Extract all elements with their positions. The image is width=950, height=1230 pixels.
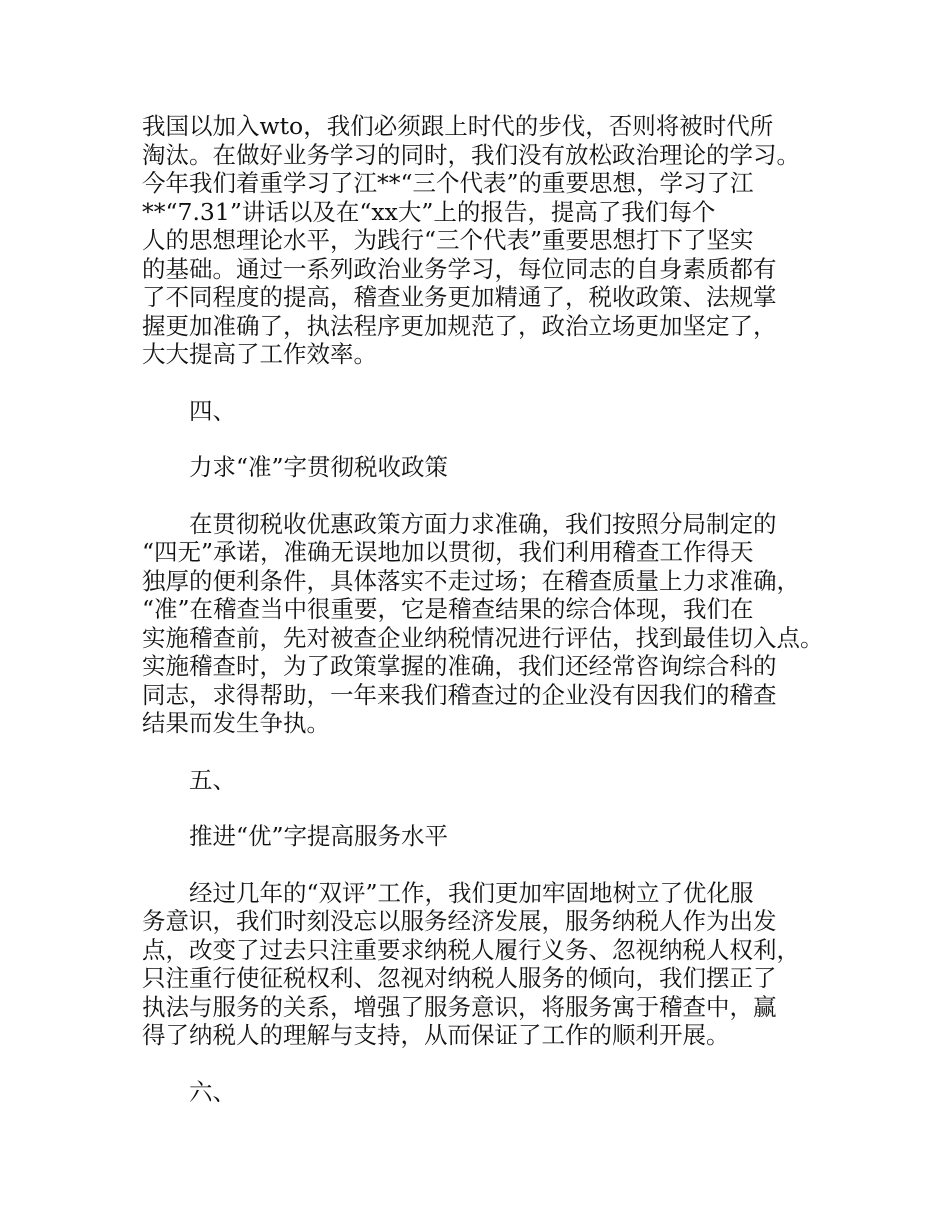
- text-line: 经过几年的“双评”工作，我们更加牢固地树立了优化服: [189, 878, 754, 907]
- paragraph-1: [142, 112, 822, 369]
- section-title: 力求“准”字贯彻税收政策: [189, 453, 449, 481]
- text-line: 执法与服务的关系，增强了服务意识，将服务寓于稽查中，赢: [142, 992, 777, 1021]
- text-line: 大大提高了工作效率。: [142, 340, 377, 368]
- section-number: 六、: [189, 1077, 236, 1106]
- text-line: 了不同程度的提高，稽查业务更加精通了，税收政策、法规掌: [142, 283, 777, 311]
- text-line: 点，改变了过去只注重要求纳税人履行义务、忽视纳税人权利，: [142, 935, 800, 964]
- section-title-4: [142, 453, 822, 482]
- text-line: 的基础。通过一系列政治业务学习，每位同志的自身素质都有: [142, 254, 777, 283]
- section-title-5: [142, 822, 822, 851]
- section-number-6: [142, 1078, 822, 1107]
- section-number: 五、: [189, 765, 236, 794]
- section-number-5: [142, 766, 822, 795]
- text-line: 人的思想理论水平，为践行“三个代表”重要思想打下了坚实: [142, 226, 754, 254]
- text-line: **“7.31”讲话以及在“xx大”上的报告，提高了我们每个: [142, 197, 716, 226]
- section-title: 推进“优”字提高服务水平: [189, 822, 449, 850]
- text-line: 实施稽查前，先对被查企业纳税情况进行评估，找到最佳切入点。: [142, 623, 824, 652]
- text-line: 务意识，我们时刻没忘以服务经济发展，服务纳税人作为出发: [142, 907, 777, 935]
- text-line: 得了纳税人的理解与支持，从而保证了工作的顺利开展。: [142, 1021, 730, 1049]
- paragraph-4: [142, 510, 822, 738]
- section-number-4: [142, 397, 822, 426]
- text-line: 同志，求得帮助，一年来我们稽查过的企业没有因我们的稽查: [142, 680, 777, 709]
- text-line: “准”在稽查当中很重要，它是稽查结果的综合体现，我们在: [142, 595, 754, 623]
- document-page: [142, 112, 822, 1106]
- section-number: 四、: [189, 396, 236, 425]
- text-line: 结果而发生争执。: [142, 709, 330, 737]
- text-line: “四无”承诺，准确无误地加以贯彻，我们利用稽查工作得天: [142, 538, 754, 566]
- text-line: 淘汰。在做好业务学习的同时，我们没有放松政治理论的学习。: [142, 140, 800, 169]
- text-line: 在贯彻税收优惠政策方面力求准确，我们按照分局制定的: [189, 509, 777, 538]
- text-line: 只注重行使征税权利、忽视对纳税人服务的倾向，我们摆正了: [142, 964, 777, 992]
- text-line: 实施稽查时，为了政策掌握的准确，我们还经常咨询综合科的: [142, 652, 777, 680]
- text-line: 独厚的便利条件，具体落实不走过场；在稽查质量上力求准确，: [142, 566, 800, 595]
- text-line: 今年我们着重学习了江**“三个代表”的重要思想，学习了江: [142, 169, 754, 197]
- text-line: 我国以加入wto，我们必须跟上时代的步伐，否则将被时代所: [142, 112, 774, 140]
- paragraph-5: [142, 879, 822, 1050]
- text-line: 握更加准确了，执法程序更加规范了，政治立场更加坚定了，: [142, 311, 777, 340]
